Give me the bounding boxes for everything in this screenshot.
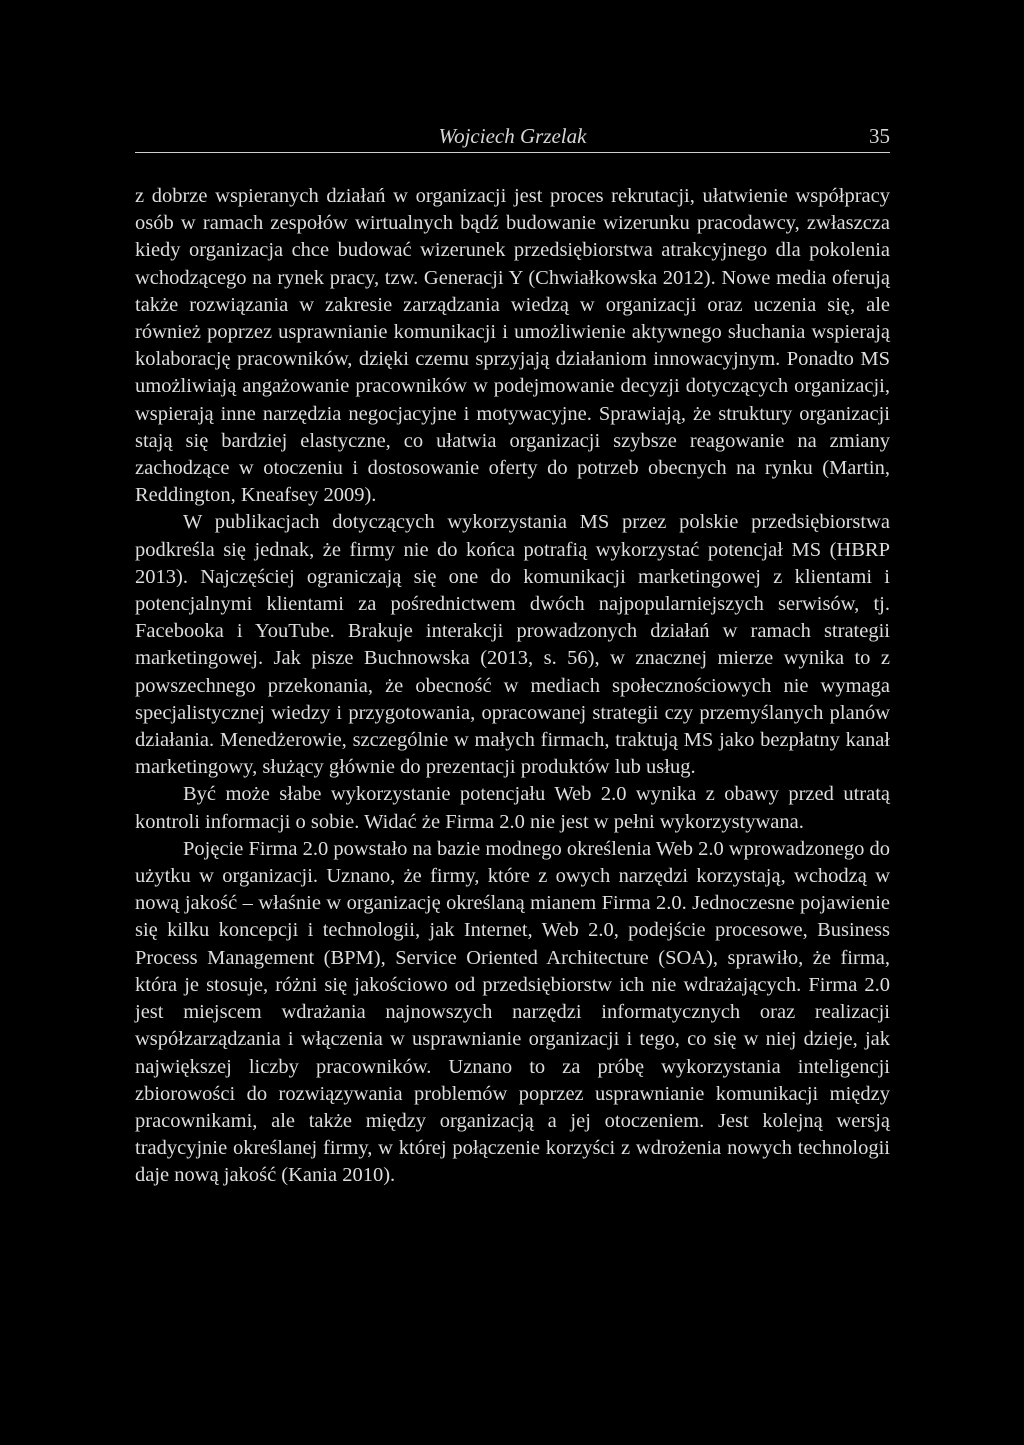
running-header [135,122,890,153]
paragraph-2: W publikacjach dotyczących wykorzystania MS przez polskie przedsiębiorstwa podkreśla się jednak, że firmy nie do końca potrafią wykorzystać potencjał MS (HBRP 2013). Najczęściej ograniczają się one do komunikacji marketingowej z klientami i potencjalnymi klientami za pośrednictwem dwóch najpopularniejszych serwisów, tj. Facebooka i YouTube. Brakuje interakcji prowadzonych działań w ramach strategii marketingowej. Jak pisze Buchnowska (2013, s. 56), w znacznej mierze wynika to z powszechnego przekonania, że obecność w mediach społecznościowych nie wymaga specjalistycznej wiedzy i przygotowania, opracowanej strategii czy przemyślanych planów działania. Menedżerowie, szczególnie w małych firmach, traktują MS jako bezpłatny kanał marketingowy, służący głównie do prezentacji produktów lub usług. [135,511,890,779]
page-number: 35 [869,124,890,148]
paragraph-3: Być może słabe wykorzystanie potencjału Web 2.0 wynika z obawy przed utratą kontroli informacji o sobie. Widać że Firma 2.0 nie jest w pełni wykorzystywana. [135,783,890,833]
body-text [135,183,890,1190]
paragraph-4: Pojęcie Firma 2.0 powstało na bazie modnego określenia Web 2.0 wprowadzonego do użytku w organizacji. Uznano, że firmy, które z owych narzędzi korzystają, wchodzą w nową jakość – właśnie w organizację określaną mianem Firma 2.0. Jednoczesne pojawienie się kilku koncepcji i technologii, jak Internet, Web 2.0, podejście procesowe, Business Process Management (BPM), Service Oriented Architecture (SOA), sprawiło, że firma, która je stosuje, różni się jakościowo od przedsiębiorstw ich nie wdrażających. Firma 2.0 jest miejscem wdrażania najnowszych narzędzi informatycznych oraz realizacji współzarządzania i włączenia w usprawnianie organizacji i tego, co się w niej dzieje, jak największej liczby pracowników. Uznano to za próbę wykorzystania inteligencji zbiorowości do rozwiązywania problemów poprzez usprawnianie komunikacji między pracownikami, ale także między organizacją a jej otoczeniem. Jest kolejną wersją tradycyjnie określanej firmy, w której połączenie korzyści z wdrożenia nowych technologii daje nową jakość (Kania 2010). [135,837,890,1187]
header-author: Wojciech Grzelak [438,124,587,148]
paragraph-1: z dobrze wspieranych działań w organizacji jest proces rekrutacji, ułatwienie współpracy osób w ramach zespołów wirtualnych bądź budowanie wizerunku pracodawcy, zwłaszcza kiedy organizacja chce budować wizerunek przedsiębiorstwa atrakcyjnego dla pokolenia wchodzącego na rynek pracy, tzw. Generacji Y (Chwiałkowska 2012). Nowe media oferują także rozwiązania w zakresie zarządzania wiedzą w organizacji oraz uczenia się, ale również poprzez usprawnianie komunikacji i umożliwienie aktywnego słuchania wspierają kolaborację pracowników, dzięki czemu sprzyjają działaniom innowacyjnym. Ponadto MS umożliwiają angażowanie pracowników w podejmowanie decyzji dotyczących organizacji, wspierają inne narzędzia negocjacyjne i motywacyjne. Sprawiają, że struktury organizacji stają się bardziej elastyczne, co ułatwia organizacji szybsze reagowanie na zmiany zachodzące w otoczeniu i dostosowanie oferty do potrzeb obecnych na rynku (Martin, Reddington, Kneafsey 2009). [135,185,890,507]
